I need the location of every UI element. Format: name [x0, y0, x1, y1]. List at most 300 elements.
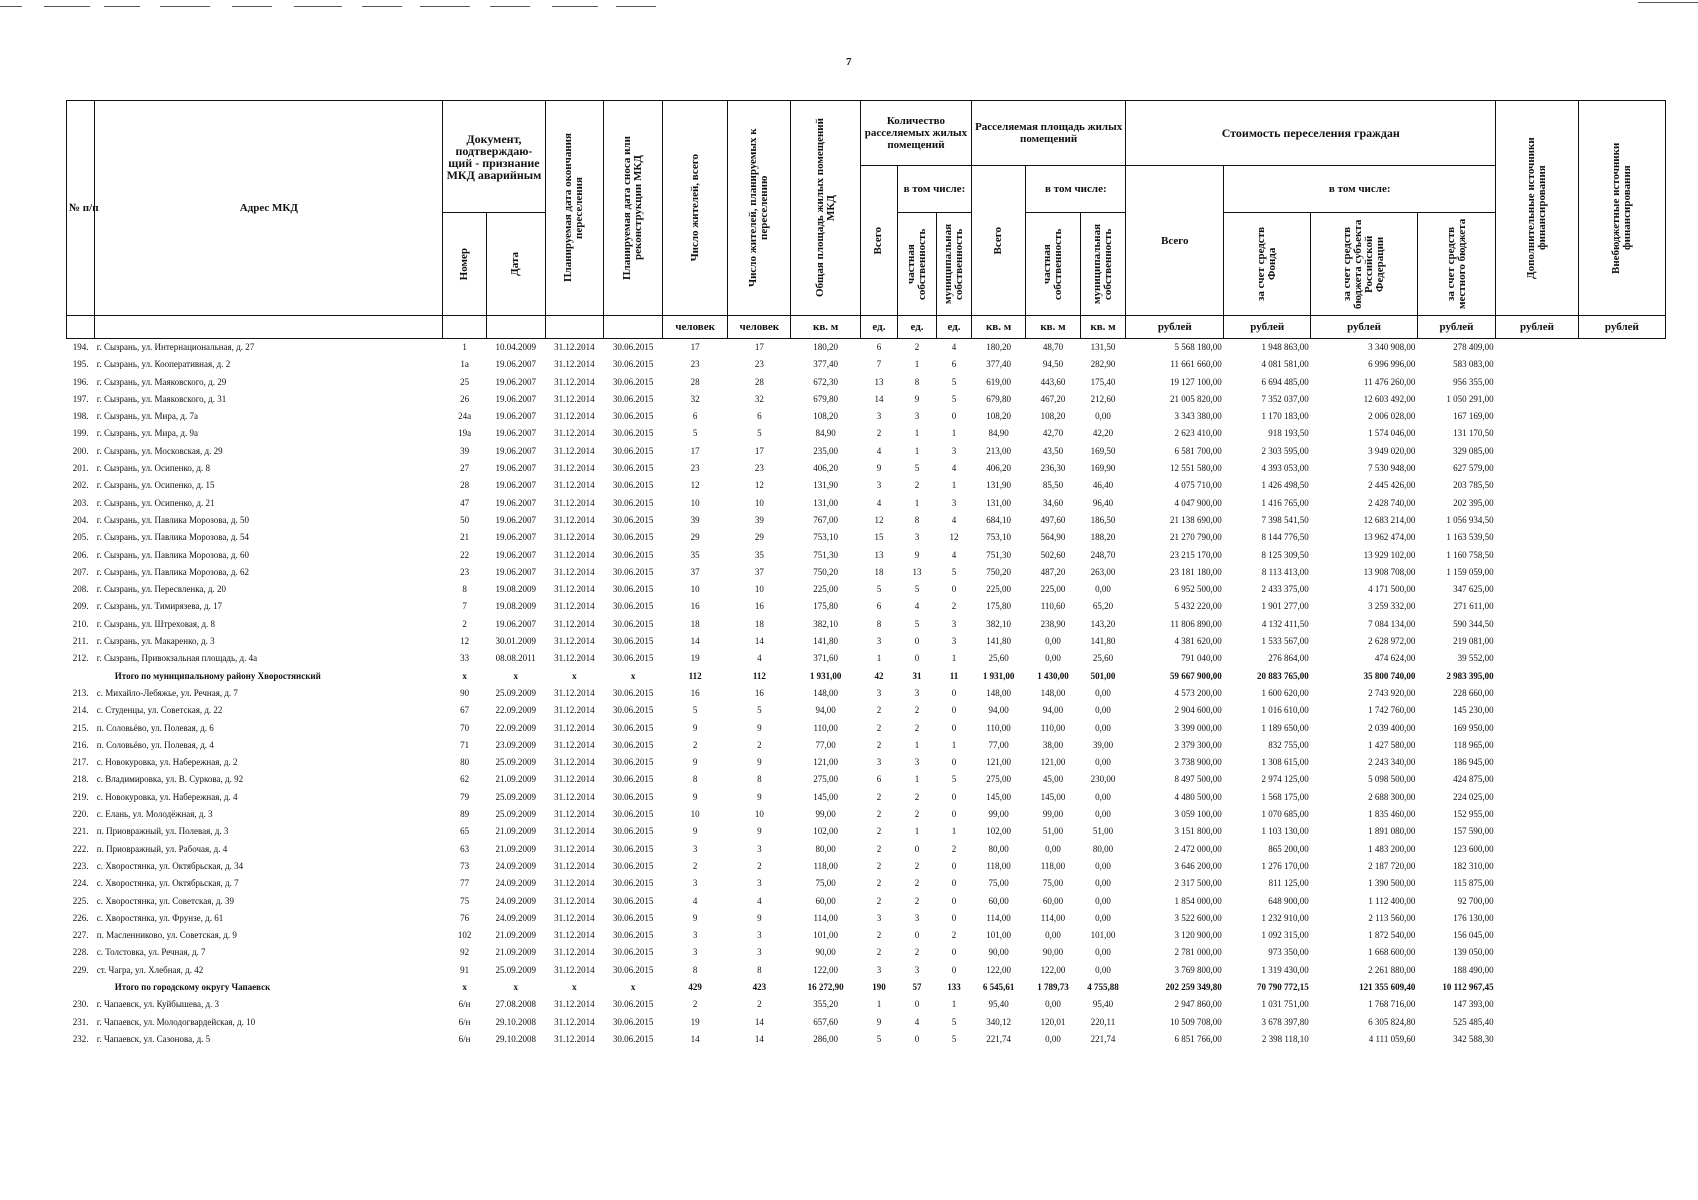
residents-total: 10 [690, 497, 700, 508]
unit-rub: рублей [1417, 316, 1495, 339]
count-municipal: 0 [951, 895, 957, 906]
residents-planned: 18 [754, 618, 764, 629]
row-address: с. Хворостянка, ул. Фрунзе, д. 61 [96, 912, 224, 923]
area-total: 121,00 [986, 757, 1011, 768]
extrabudget-cell [1578, 737, 1665, 754]
planned-end: 31.12.2014 [554, 912, 595, 923]
area-total: 25,60 [988, 653, 1009, 664]
doc-number: 25 [460, 376, 470, 387]
doc-date: 21.09.2009 [495, 930, 536, 941]
cost-local: 188 490,00 [1453, 964, 1494, 975]
doc-date: 24.09.2009 [495, 878, 536, 889]
cost-subject: 2 006 028,00 [1368, 411, 1416, 422]
area-private: 122,00 [1040, 964, 1066, 975]
count-municipal: 0 [951, 878, 957, 889]
area-municipal: 230,00 [1090, 774, 1116, 785]
planned-end: 31.12.2014 [554, 532, 595, 543]
cost-subject: 2 628 972,00 [1368, 636, 1416, 647]
planned-demolition: 30.06.2015 [612, 757, 654, 768]
area-municipal: 188,20 [1090, 532, 1116, 543]
row-number: 202. [72, 480, 89, 491]
area-total: 750,20 [986, 566, 1011, 577]
cost-total: 2 317 500,00 [1174, 878, 1222, 889]
total-area: 110,00 [813, 722, 838, 733]
count-total: 4 [876, 497, 882, 508]
residents-total: 5 [692, 428, 698, 439]
extrabudget-cell [1578, 910, 1665, 927]
planned-end: 31.12.2014 [554, 514, 595, 525]
row-number: 195. [72, 359, 89, 370]
doc-number: 63 [460, 843, 470, 854]
count-total: 2 [876, 826, 882, 837]
additional-cell [1496, 858, 1579, 875]
header-count-total: Всего [872, 226, 885, 255]
row-address: с. Хворостянка, ул. Октябрьская, д. 7 [96, 878, 239, 889]
residents-total: 4 [692, 895, 698, 906]
table-row [67, 1031, 1666, 1048]
extrabudget-cell [1578, 460, 1665, 477]
cost-local: 347 625,00 [1453, 584, 1494, 595]
area-total: 75,00 [988, 878, 1009, 889]
cost-local: 1 163 539,50 [1446, 532, 1494, 543]
residents-planned: 3 [757, 930, 762, 941]
area-municipal: 169,90 [1090, 463, 1116, 474]
residents-total: 2 [692, 999, 698, 1010]
table-row [67, 598, 1666, 615]
planned-end: 31.12.2014 [554, 411, 595, 422]
planned-end: 31.12.2014 [554, 739, 595, 750]
cost-subject: 2 187 720,00 [1368, 860, 1416, 871]
area-total: 131,00 [986, 497, 1011, 508]
area-private: 75,00 [1042, 878, 1064, 889]
area-municipal: 143,20 [1090, 618, 1116, 629]
row-address: с. Толстовка, ул. Речная, д. 7 [96, 947, 206, 958]
planned-end: 31.12.2014 [554, 860, 595, 871]
cost-local: 145 230,00 [1453, 705, 1494, 716]
row-number: 218. [72, 774, 89, 785]
table-header [67, 101, 1666, 339]
count-municipal: 0 [951, 860, 957, 871]
area-total: 101,00 [986, 930, 1011, 941]
planned-end: 31.12.2014 [554, 705, 595, 716]
area-total: 377,40 [986, 359, 1011, 370]
row-address: с. Хворостянка, ул. Октябрьская, д. 34 [96, 860, 244, 871]
row-number: 227. [72, 930, 89, 941]
cost-local: 169 950,00 [1453, 722, 1494, 733]
cost-total: 11 806 890,00 [1170, 618, 1222, 629]
cost-subject: 2 039 400,00 [1368, 722, 1416, 733]
header-extrabudget: Внебюджетные источники финансирования [1609, 142, 1633, 274]
area-municipal: 0,00 [1095, 722, 1111, 733]
doc-number: 19а [458, 428, 472, 439]
area-private: 467,20 [1040, 393, 1066, 404]
cost-local: 139 050,00 [1453, 947, 1494, 958]
cost-local: 1 056 934,50 [1446, 514, 1494, 525]
row-address: г. Сызрань, ул. Интернациональная, д. 27 [96, 342, 255, 352]
unit-rub: рублей [1126, 316, 1224, 339]
cost-fund: 811 125,00 [1268, 878, 1309, 889]
planned-demolition: 30.06.2015 [612, 860, 654, 871]
count-private: 2 [914, 878, 920, 889]
additional-cell [1496, 391, 1579, 408]
count-private: 3 [914, 687, 920, 698]
table-row [67, 529, 1666, 546]
unit-sqm: кв. м [1080, 316, 1126, 339]
total-area: 1 931,00 [809, 670, 842, 681]
doc-number: 47 [460, 497, 470, 508]
cost-fund: 1 232 910,00 [1261, 912, 1309, 923]
row-address: г. Сызрань, ул. Маяковского, д. 31 [96, 393, 227, 404]
residents-planned: 2 [757, 739, 762, 750]
residents-total: 16 [690, 687, 700, 698]
residents-planned: 9 [757, 912, 762, 923]
row-address: г. Сызрань, ул. Мира, д. 7а [96, 411, 198, 422]
total-area: 75,00 [815, 878, 836, 889]
count-total: 2 [876, 947, 882, 958]
additional-cell [1496, 702, 1579, 719]
doc-number: 90 [460, 687, 470, 698]
cost-fund: 70 790 772,15 [1257, 981, 1309, 992]
row-number: 231. [72, 1016, 89, 1027]
area-private: 99,00 [1042, 809, 1064, 820]
count-private: 1 [914, 445, 920, 456]
extrabudget-cell [1578, 668, 1665, 685]
area-private: 487,20 [1040, 566, 1066, 577]
count-total: 2 [876, 791, 882, 802]
count-private: 2 [914, 947, 920, 958]
row-number: 207. [72, 566, 89, 577]
count-municipal: 11 [949, 670, 959, 681]
planned-demolition: 30.06.2015 [612, 359, 654, 370]
area-municipal: 96,40 [1092, 497, 1114, 508]
residents-total: 28 [690, 376, 700, 387]
additional-cell [1496, 356, 1579, 373]
extrabudget-cell [1578, 771, 1665, 788]
additional-cell [1496, 616, 1579, 633]
count-municipal: 1 [951, 826, 957, 837]
doc-number: 27 [460, 463, 470, 474]
count-municipal: 0 [951, 791, 957, 802]
count-municipal: 0 [951, 705, 957, 716]
row-address: г. Сызрань, ул. Тимирязева, д. 17 [96, 601, 223, 612]
cost-local: 118 965,00 [1453, 739, 1494, 750]
doc-number: 70 [460, 722, 470, 733]
planned-demolition: 30.06.2015 [612, 999, 654, 1010]
planned-demolition: 30.06.2015 [612, 618, 654, 629]
residents-total: 9 [692, 826, 698, 837]
residents-planned: 12 [754, 480, 764, 491]
count-total: 15 [874, 532, 884, 543]
count-total: 1 [876, 999, 882, 1010]
cost-fund: 8 125 309,50 [1261, 549, 1309, 560]
doc-date: 24.09.2009 [495, 895, 536, 906]
cost-total: 3 738 900,00 [1174, 757, 1222, 768]
extrabudget-cell [1578, 598, 1665, 615]
cost-subject: 7 530 948,00 [1368, 463, 1416, 474]
header-area-group: Расселяемая площадь жилых помещений [971, 101, 1125, 166]
planned-end: 31.12.2014 [554, 653, 595, 664]
row-number: 228. [72, 947, 89, 958]
cost-subject: 1 390 500,00 [1368, 878, 1416, 889]
planned-end: 31.12.2014 [554, 342, 595, 352]
cost-fund: 1 103 130,00 [1261, 826, 1309, 837]
row-address: г. Чапаевск, ул. Куйбышева, д. 3 [96, 999, 220, 1010]
cost-total: 3 120 900,00 [1174, 930, 1222, 941]
doc-number: 12 [460, 636, 470, 647]
additional-cell [1496, 944, 1579, 961]
planned-end: 31.12.2014 [554, 722, 595, 733]
row-number: 221. [72, 826, 89, 837]
cost-total: 3 399 000,00 [1174, 722, 1222, 733]
table-row [67, 944, 1666, 961]
cost-local: 1 050 291,00 [1446, 393, 1494, 404]
area-municipal: 101,00 [1090, 930, 1116, 941]
area-total: 753,10 [986, 532, 1011, 543]
area-municipal: 0,00 [1095, 878, 1111, 889]
area-municipal: 0,00 [1095, 705, 1111, 716]
additional-cell [1496, 962, 1579, 979]
cost-fund: 1 533 567,00 [1261, 636, 1309, 647]
count-private: 3 [914, 757, 920, 768]
count-total: 2 [876, 860, 882, 871]
planned-demolition: 30.06.2015 [612, 722, 654, 733]
row-number: 211. [72, 636, 89, 647]
doc-number: 79 [460, 791, 470, 802]
cost-fund: 1 426 498,50 [1261, 480, 1309, 491]
planned-demolition: 30.06.2015 [612, 342, 654, 352]
planned-demolition: 30.06.2015 [612, 774, 654, 785]
area-total: 6 545,61 [982, 981, 1015, 992]
residents-total: 19 [690, 653, 700, 664]
area-total: 382,10 [986, 618, 1011, 629]
doc-number: 76 [460, 912, 470, 923]
planned-demolition: 30.06.2015 [612, 601, 654, 612]
cost-fund: 1 568 175,00 [1261, 791, 1309, 802]
count-total: 2 [876, 428, 882, 439]
count-total: 13 [874, 549, 884, 560]
row-address: с. Владимировка, ул. В. Суркова, д. 92 [96, 774, 244, 785]
doc-date: 19.06.2007 [495, 463, 536, 474]
area-total: 102,00 [986, 826, 1011, 837]
cost-total: 4 573 200,00 [1174, 687, 1222, 698]
row-number: 194. [72, 342, 89, 352]
area-municipal: 141,80 [1090, 636, 1116, 647]
count-total: 6 [876, 774, 882, 785]
count-private: 1 [914, 826, 920, 837]
residents-planned: 3 [757, 878, 762, 889]
row-number [67, 979, 95, 996]
row-number: 213. [72, 687, 89, 698]
table-row [67, 391, 1666, 408]
cost-subject: 12 603 492,00 [1363, 393, 1416, 404]
cost-total: 4 047 900,00 [1174, 497, 1222, 508]
row-address: п. Приовражный, ул. Полевая, д. 3 [96, 826, 229, 837]
cost-total: 791 040,00 [1181, 653, 1222, 664]
area-municipal: 221,74 [1090, 1033, 1116, 1044]
row-number: 216. [72, 739, 89, 750]
unit-sqm: кв. м [791, 316, 861, 339]
header-doc-number: Номер [458, 247, 471, 281]
area-private: 497,60 [1040, 514, 1066, 525]
table-row [67, 927, 1666, 944]
area-total: 340,12 [986, 1016, 1011, 1027]
planned-demolition: 30.06.2015 [612, 687, 654, 698]
doc-date: 08.08.2011 [495, 653, 536, 664]
cost-local: 203 785,50 [1453, 480, 1494, 491]
area-municipal: 46,40 [1092, 480, 1114, 491]
doc-number: 6/н [458, 999, 471, 1010]
cost-local: 147 393,00 [1453, 999, 1494, 1010]
table-row [67, 356, 1666, 373]
cost-subject: 6 305 824,80 [1368, 1016, 1416, 1027]
planned-demolition: 30.06.2015 [612, 463, 654, 474]
row-address: г. Сызрань, ул. Павлика Морозова, д. 54 [96, 532, 249, 543]
cost-total: 6 952 500,00 [1174, 584, 1222, 595]
doc-date: 19.06.2007 [495, 445, 536, 456]
planned-end: 31.12.2014 [554, 1033, 595, 1044]
cost-local: 152 955,00 [1453, 809, 1494, 820]
area-private: 0,00 [1045, 636, 1061, 647]
extrabudget-cell [1578, 512, 1665, 529]
planned-demolition: 30.06.2015 [612, 739, 654, 750]
cost-fund: 2 974 125,00 [1261, 774, 1309, 785]
cost-total: 3 343 380,00 [1174, 411, 1222, 422]
cost-subject: 1 891 080,00 [1368, 826, 1416, 837]
row-number: 197. [72, 393, 89, 404]
count-total: 3 [876, 411, 882, 422]
count-municipal: 1 [951, 999, 957, 1010]
planned-end: 31.12.2014 [554, 964, 595, 975]
table-row [67, 823, 1666, 840]
planned-demolition: 30.06.2015 [612, 584, 654, 595]
planned-demolition: 30.06.2015 [612, 393, 654, 404]
header-cost-incl: в том числе: [1224, 166, 1496, 213]
residents-total: 39 [690, 514, 700, 525]
cost-subject: 2 428 740,00 [1368, 497, 1416, 508]
cost-fund: 4 132 411,50 [1261, 618, 1309, 629]
count-municipal: 3 [951, 497, 957, 508]
table-row [67, 910, 1666, 927]
cost-fund: 1 416 765,00 [1261, 497, 1309, 508]
cost-local: 956 355,00 [1453, 376, 1494, 387]
planned-end: 31.12.2014 [554, 878, 595, 889]
area-municipal: 0,00 [1095, 809, 1111, 820]
area-private: 110,00 [1040, 722, 1066, 733]
extrabudget-cell [1578, 391, 1665, 408]
residents-total: 32 [690, 393, 700, 404]
residents-total: 35 [690, 549, 700, 560]
table-row [67, 702, 1666, 719]
area-municipal: 0,00 [1095, 757, 1111, 768]
cost-local: 228 660,00 [1453, 687, 1494, 698]
doc-number: 73 [460, 860, 470, 871]
area-municipal: 0,00 [1095, 860, 1111, 871]
planned-end: 31.12.2014 [554, 947, 595, 958]
cost-total: 59 667 900,00 [1169, 670, 1222, 681]
cost-total: 5 568 180,00 [1174, 342, 1222, 352]
extrabudget-cell [1578, 893, 1665, 910]
header-cost-group: Стоимость переселения граждан [1126, 101, 1496, 166]
count-total: 2 [876, 930, 882, 941]
area-municipal: 39,00 [1092, 739, 1114, 750]
planned-demolition: 30.06.2015 [612, 843, 654, 854]
count-total: 2 [876, 878, 882, 889]
doc-date: 21.09.2009 [495, 947, 536, 958]
area-private: 90,00 [1042, 947, 1064, 958]
cost-fund: 1 031 751,00 [1261, 999, 1309, 1010]
doc-date: 21.09.2009 [495, 843, 536, 854]
count-total: 3 [876, 912, 882, 923]
count-municipal: 4 [951, 549, 957, 560]
row-address: г. Сызрань, ул. Павлика Морозова, д. 62 [96, 566, 249, 577]
additional-cell [1496, 927, 1579, 944]
cost-local: 92 700,00 [1457, 895, 1494, 906]
table-row [67, 962, 1666, 979]
area-municipal: 25,60 [1092, 653, 1114, 664]
cost-subject: 1 768 716,00 [1368, 999, 1416, 1010]
residents-planned: 37 [754, 566, 764, 577]
table-row [67, 477, 1666, 494]
table-row [67, 685, 1666, 702]
area-total: 175,80 [986, 601, 1011, 612]
cost-local: 176 130,00 [1453, 912, 1494, 923]
count-private: 0 [914, 1033, 920, 1044]
residents-total: 9 [692, 722, 698, 733]
count-municipal: 0 [951, 757, 957, 768]
area-total: 84,90 [988, 428, 1009, 439]
row-number: 230. [72, 999, 89, 1010]
area-total: 114,00 [986, 912, 1011, 923]
additional-cell [1496, 477, 1579, 494]
doc-number: 6/н [458, 1016, 471, 1027]
total-area: 101,00 [813, 930, 839, 941]
cost-fund: 648 900,00 [1268, 895, 1309, 906]
cost-total: 5 432 220,00 [1174, 601, 1222, 612]
header-num: № п/п [67, 101, 95, 316]
unit-people: человек [728, 316, 791, 339]
area-total: 118,00 [986, 860, 1011, 871]
additional-cell [1496, 598, 1579, 615]
row-number: 224. [72, 878, 89, 889]
residents-total: 37 [690, 566, 700, 577]
cost-total: 3 151 800,00 [1174, 826, 1222, 837]
area-municipal: 0,00 [1095, 964, 1111, 975]
count-private: 0 [914, 843, 920, 854]
residents-total: 429 [688, 981, 702, 992]
unit-pcs: ед. [897, 316, 936, 339]
table-row [67, 650, 1666, 667]
count-private: 0 [914, 653, 920, 664]
table-row [67, 893, 1666, 910]
doc-number: 39 [460, 445, 470, 456]
cost-fund: 1 016 610,00 [1261, 705, 1309, 716]
area-private: 110,60 [1040, 601, 1066, 612]
total-area: 286,00 [813, 1033, 839, 1044]
doc-date: 19.06.2007 [495, 566, 536, 577]
doc-number: 75 [460, 895, 470, 906]
header-area-incl: в том числе: [1026, 166, 1126, 213]
count-municipal: 0 [951, 687, 957, 698]
area-private: 114,00 [1040, 912, 1066, 923]
row-address: г. Сызрань, ул. Осипенко, д. 8 [96, 463, 210, 474]
row-address: Итого по городскому округу Чапаевск [114, 981, 271, 992]
total-area: 672,30 [813, 376, 839, 387]
residents-planned: 8 [757, 774, 762, 785]
planned-end: x [572, 670, 577, 681]
residents-total: 3 [692, 843, 698, 854]
row-number: 220. [72, 809, 89, 820]
extrabudget-cell [1578, 944, 1665, 961]
